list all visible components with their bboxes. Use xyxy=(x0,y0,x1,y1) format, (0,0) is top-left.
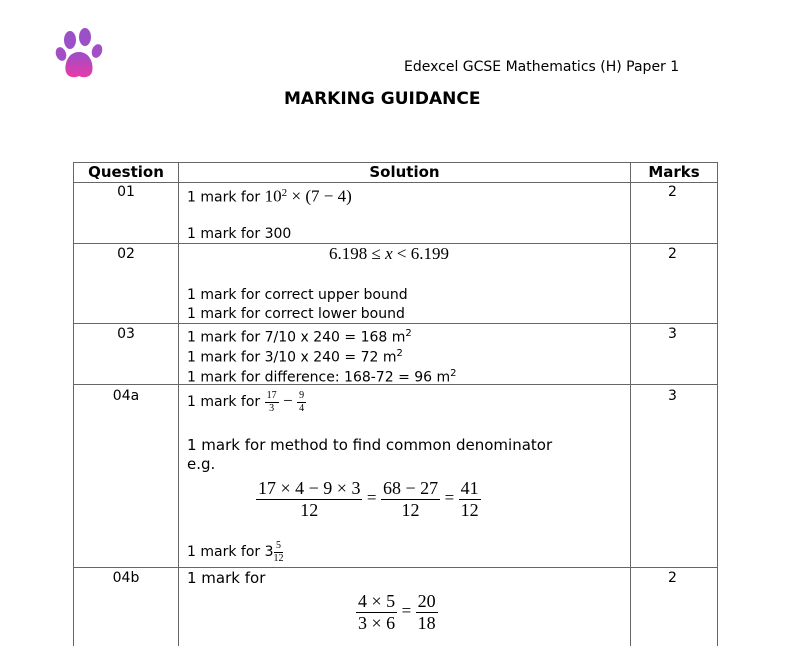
worked-equation: $\frac{4 \times 5}{3 \times 6}$ = $\frac{20}{18}$ xyxy=(358,590,436,633)
page-heading: MARKING GUIDANCE xyxy=(284,89,481,109)
divider xyxy=(73,567,718,568)
paper-title: Edexcel GCSE Mathematics (H) Paper 1 xyxy=(404,59,680,75)
question-number: 02 xyxy=(117,246,135,262)
column-header-marks: Marks xyxy=(648,163,700,181)
marks-value: 3 xyxy=(668,326,677,342)
worked-equation: $\frac{17 \times 4 - 9 \times 3}{12}$ = $\frac{68 - 27}{12}$ = $\frac{41}{12}$ xyxy=(258,477,479,520)
marks-value: 2 xyxy=(668,246,677,262)
solution-line: 1 mark for correct upper bound xyxy=(187,287,408,303)
inequality: 6.198 ≤ x < 6.199 xyxy=(329,244,449,263)
question-number: 04b xyxy=(112,570,140,586)
solution-line: 1 mark for $\frac{17}{3}$ − $\frac{9}{4}$ xyxy=(187,390,305,414)
marks-value: 2 xyxy=(668,570,677,586)
solution-line: 1 mark for method to find common denominator xyxy=(187,436,553,454)
solution-line: 1 mark for correct lower bound xyxy=(187,306,405,322)
divider xyxy=(717,162,718,646)
solution-line: 1 mark for 7/10 x 240 = 168 $m^2$ xyxy=(187,328,412,346)
solution-line: 1 mark for difference: 168-72 = 96 $m^2$ xyxy=(187,368,457,386)
marks-value: 2 xyxy=(668,184,677,200)
marks-value: 3 xyxy=(668,388,677,404)
question-number: 04a xyxy=(112,388,140,404)
divider xyxy=(630,162,631,646)
solution-line: e.g. xyxy=(187,455,216,473)
paw-print-logo xyxy=(55,26,105,81)
solution-line: 1 mark for $10^2 \times (7 - 4)$ xyxy=(187,186,352,206)
column-header-question: Question xyxy=(88,163,164,181)
divider xyxy=(178,162,179,646)
solution-line: 1 mark for 3/10 x 240 = 72 $m^2$ xyxy=(187,348,403,366)
question-number: 01 xyxy=(117,184,135,200)
column-header-solution: Solution xyxy=(369,163,440,181)
question-number: 03 xyxy=(117,326,135,342)
solution-line: 1 mark for 3 $\frac{5}{12}$ xyxy=(187,540,284,564)
divider xyxy=(73,323,718,324)
solution-line: 1 mark for 300 xyxy=(187,226,292,242)
solution-line: 1 mark for xyxy=(187,569,266,587)
